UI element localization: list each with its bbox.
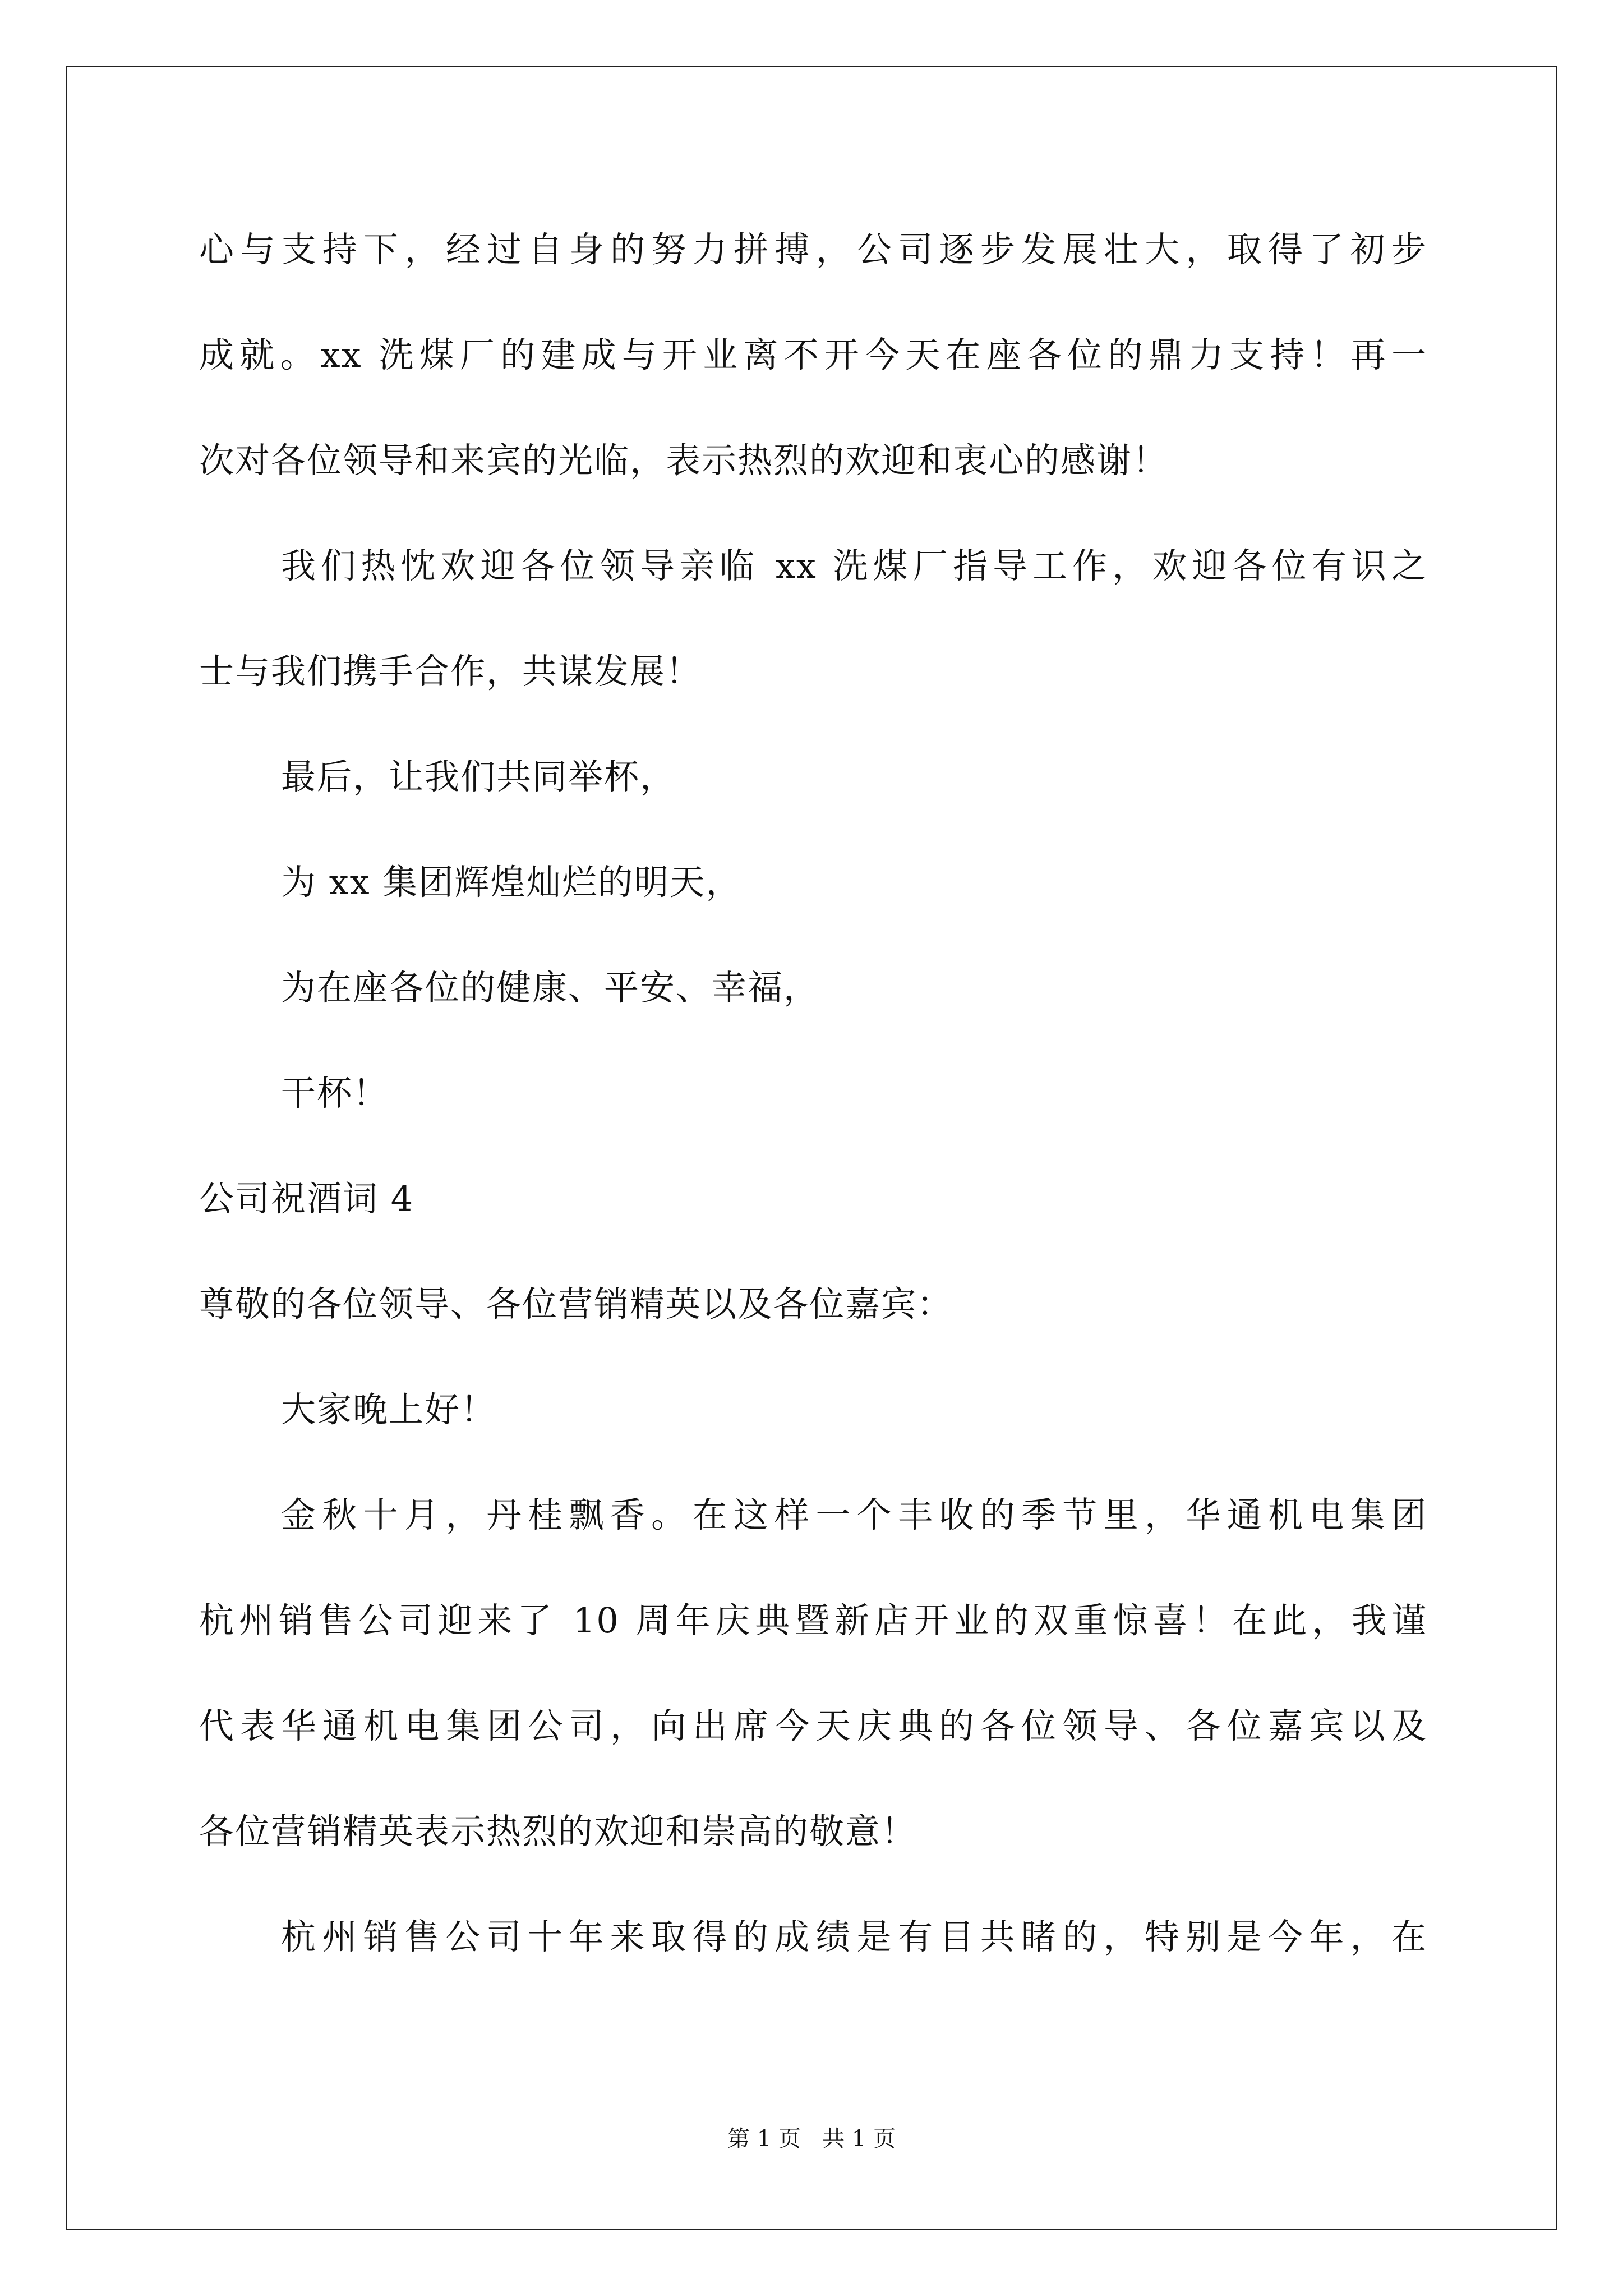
body-line: 为在座各位的健康、平安、幸福， (281, 967, 820, 1008)
body-line: 杭州销售公司十年来取得的成绩是有目共睹的，特别是今年，在 (281, 1916, 1427, 1957)
page-border (66, 66, 1557, 2230)
body-line: 次对各位领导和来宾的光临，表示热烈的欢迎和衷心的感谢！ (199, 440, 1169, 481)
body-line: 干杯！ (281, 1073, 389, 1114)
body-line: 为 xx 集团辉煌灿烂的明天， (281, 862, 742, 903)
body-line: 最后，让我们共同举杯， (281, 756, 676, 797)
body-line: 心与支持下，经过自身的努力拼搏，公司逐步发展壮大，取得了初步 (199, 229, 1427, 270)
body-line: 我们热忱欢迎各位领导亲临 xx 洗煤厂指导工作，欢迎各位有识之 (281, 545, 1427, 586)
body-line: 金秋十月，丹桂飘香。在这样一个丰收的季节里，华通机电集团 (281, 1494, 1427, 1535)
body-line: 各位营销精英表示热烈的欢迎和崇高的敬意！ (199, 1811, 917, 1852)
body-line: 代表华通机电集团公司，向出席今天庆典的各位领导、各位嘉宾以及 (199, 1705, 1427, 1746)
body-line: 成就。xx 洗煤厂的建成与开业离不开今天在座各位的鼎力支持！再一 (199, 334, 1427, 375)
section-heading: 公司祝酒词 4 (199, 1178, 414, 1219)
body-line: 士与我们携手合作，共谋发展！ (199, 651, 702, 692)
salutation: 尊敬的各位领导、各位营销精英以及各位嘉宾： (199, 1283, 953, 1324)
body-line: 大家晚上好！ (281, 1389, 497, 1430)
page-footer: 第 1 页 共 1 页 (727, 2126, 896, 2152)
body-line: 杭州销售公司迎来了 10 周年庆典暨新店开业的双重惊喜！在此，我谨 (199, 1600, 1427, 1641)
